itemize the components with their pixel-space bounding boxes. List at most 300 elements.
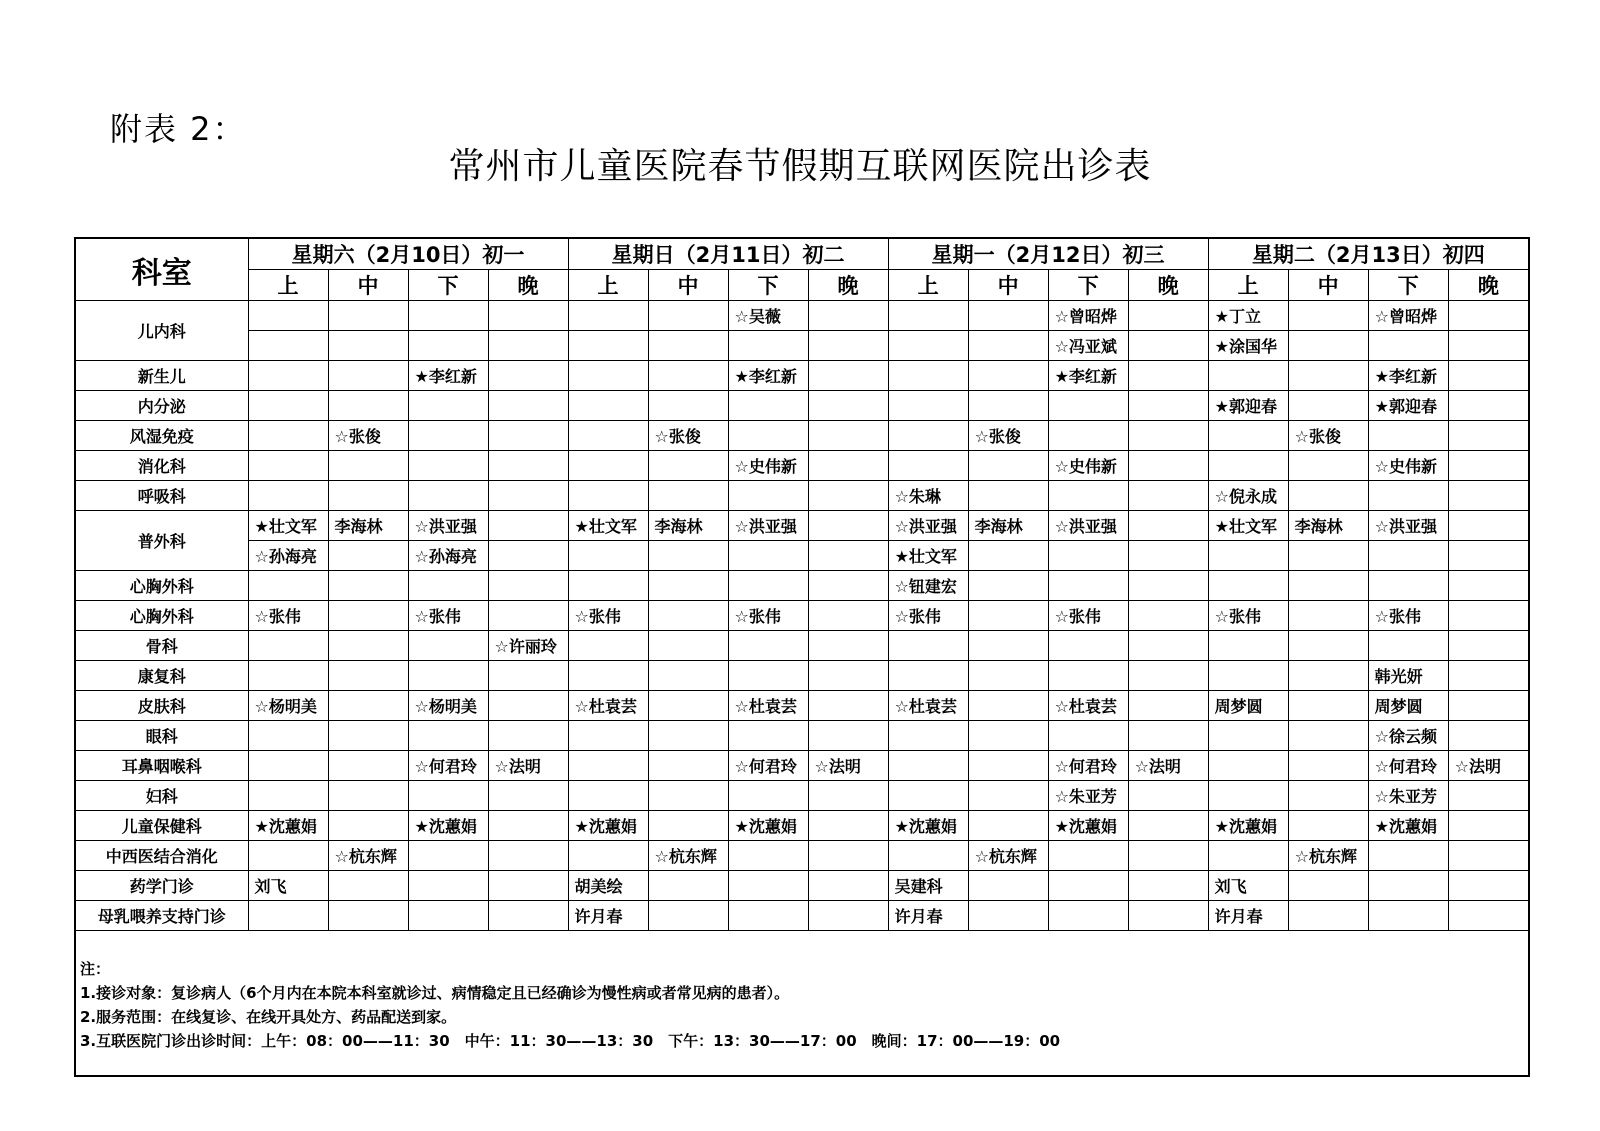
note-line-3: 3.互联医院门诊出诊时间：上午：08：00——11：30 中午：11：30——13：30 下午：13：30——17：00 晚间：17：00——19：00 (80, 1032, 1061, 1050)
schedule-cell: ☆倪永成 (1208, 481, 1288, 511)
schedule-cell (968, 721, 1048, 751)
schedule-cell (1448, 571, 1528, 601)
schedule-cell (968, 661, 1048, 691)
schedule-cell (408, 571, 488, 601)
schedule-cell (1128, 451, 1208, 481)
table-row (76, 481, 1528, 511)
schedule-cell (648, 391, 728, 421)
schedule-cell (648, 871, 728, 901)
schedule-cell (648, 811, 728, 841)
schedule-cell (968, 901, 1048, 931)
table-row (76, 361, 1528, 391)
schedule-cell: ★丁立 (1208, 301, 1288, 331)
schedule-cell (1048, 541, 1128, 571)
schedule-cell (888, 361, 968, 391)
schedule-cell (728, 481, 808, 511)
schedule-cell (648, 451, 728, 481)
period-header: 下 (1368, 270, 1448, 301)
schedule-cell (1448, 631, 1528, 661)
schedule-cell (488, 811, 568, 841)
schedule-cell: ☆朱亚芳 (1048, 781, 1128, 811)
schedule-cell (248, 631, 328, 661)
schedule-cell (568, 841, 648, 871)
schedule-cell (488, 481, 568, 511)
schedule-cell: 许月春 (888, 901, 968, 931)
schedule-cell: ☆洪亚强 (728, 511, 808, 541)
schedule-cell: ☆杜袁芸 (568, 691, 648, 721)
schedule-cell (648, 751, 728, 781)
schedule-cell (1048, 871, 1128, 901)
dept-column-header: 科室 (76, 239, 248, 301)
table-row (76, 421, 1528, 451)
schedule-cell (728, 871, 808, 901)
schedule-cell (1128, 781, 1208, 811)
period-header: 晚 (1128, 270, 1208, 301)
schedule-cell: 刘飞 (1208, 871, 1288, 901)
day-header: 星期日（2月11日）初二 (568, 239, 888, 270)
schedule-cell: ☆杨明美 (408, 691, 488, 721)
schedule-cell (568, 781, 648, 811)
schedule-cell (1208, 451, 1288, 481)
schedule-cell: 刘飞 (248, 871, 328, 901)
schedule-cell (1128, 541, 1208, 571)
schedule-cell (328, 301, 408, 331)
schedule-cell (728, 421, 808, 451)
schedule-cell (1448, 901, 1528, 931)
schedule-cell (488, 781, 568, 811)
table-row (76, 301, 1528, 331)
schedule-cell (1368, 901, 1448, 931)
schedule-cell (888, 421, 968, 451)
schedule-cell (488, 421, 568, 451)
schedule-cell (1288, 691, 1368, 721)
schedule-cell (568, 331, 648, 361)
schedule-cell (328, 391, 408, 421)
schedule-cell: ☆史伟新 (1048, 451, 1128, 481)
schedule-cell (328, 721, 408, 751)
dept-name-cell: 母乳喂养支持门诊 (76, 901, 248, 931)
schedule-cell (648, 901, 728, 931)
notes-section (76, 951, 1532, 1053)
schedule-cell (408, 721, 488, 751)
schedule-cell: 胡美绘 (568, 871, 648, 901)
schedule-cell (1048, 631, 1128, 661)
schedule-cell (968, 871, 1048, 901)
schedule-cell (1208, 631, 1288, 661)
schedule-cell: ☆洪亚强 (1048, 511, 1128, 541)
period-header: 上 (1208, 270, 1288, 301)
schedule-cell: 李海林 (968, 511, 1048, 541)
schedule-cell: ☆冯亚斌 (1048, 331, 1128, 361)
schedule-cell (648, 571, 728, 601)
schedule-cell (968, 631, 1048, 661)
schedule-cell (648, 481, 728, 511)
schedule-cell: ☆杨明美 (248, 691, 328, 721)
period-header: 下 (728, 270, 808, 301)
schedule-cell (1448, 451, 1528, 481)
schedule-cell (728, 541, 808, 571)
schedule-cell (248, 301, 328, 331)
schedule-cell (968, 811, 1048, 841)
schedule-cell: ☆张伟 (248, 601, 328, 631)
schedule-cell (1288, 481, 1368, 511)
schedule-cell: ☆张伟 (728, 601, 808, 631)
schedule-cell (648, 331, 728, 361)
schedule-cell: ☆张伟 (568, 601, 648, 631)
schedule-cell (408, 661, 488, 691)
schedule-cell (328, 781, 408, 811)
dept-name-cell: 呼吸科 (76, 481, 248, 511)
schedule-cell (328, 571, 408, 601)
schedule-cell (568, 631, 648, 661)
schedule-cell: ★壮文军 (1208, 511, 1288, 541)
schedule-cell (248, 451, 328, 481)
schedule-cell (808, 811, 888, 841)
schedule-cell (248, 721, 328, 751)
schedule-cell: ☆洪亚强 (888, 511, 968, 541)
schedule-cell (408, 421, 488, 451)
schedule-cell (1448, 871, 1528, 901)
schedule-cell (728, 721, 808, 751)
schedule-cell (1448, 541, 1528, 571)
document-title: 常州市儿童医院春节假期互联网医院出诊表 (448, 146, 1152, 187)
schedule-cell: ★郭迎春 (1208, 391, 1288, 421)
schedule-cell (1128, 391, 1208, 421)
schedule-cell (248, 661, 328, 691)
schedule-cell (408, 451, 488, 481)
schedule-cell: ★沈蕙娟 (568, 811, 648, 841)
dept-name-cell: 内分泌 (76, 391, 248, 421)
table-row (76, 601, 1528, 631)
schedule-cell (408, 301, 488, 331)
period-header: 中 (968, 270, 1048, 301)
schedule-cell (408, 871, 488, 901)
schedule-cell (248, 751, 328, 781)
schedule-cell: ★沈蕙娟 (888, 811, 968, 841)
notes-heading: 注： (80, 960, 111, 978)
table-row (76, 331, 1528, 361)
schedule-cell (1448, 481, 1528, 511)
schedule-cell: ★壮文军 (248, 511, 328, 541)
schedule-cell (648, 631, 728, 661)
schedule-cell (1288, 661, 1368, 691)
schedule-cell (1368, 541, 1448, 571)
schedule-cell: ☆杭东辉 (1288, 841, 1368, 871)
schedule-cell (648, 721, 728, 751)
schedule-cell (328, 901, 408, 931)
schedule-cell (328, 661, 408, 691)
schedule-cell (1128, 871, 1208, 901)
period-header: 晚 (808, 270, 888, 301)
schedule-cell: ☆张俊 (968, 421, 1048, 451)
schedule-cell (648, 781, 728, 811)
schedule-cell (968, 691, 1048, 721)
schedule-cell (968, 571, 1048, 601)
schedule-cell (1208, 361, 1288, 391)
schedule-cell (568, 391, 648, 421)
schedule-cell (1128, 721, 1208, 751)
period-header: 上 (248, 270, 328, 301)
schedule-cell (1128, 421, 1208, 451)
table-row (76, 811, 1528, 841)
schedule-cell (1448, 601, 1528, 631)
schedule-cell (1048, 421, 1128, 451)
schedule-cell: 吴建科 (888, 871, 968, 901)
schedule-cell (808, 541, 888, 571)
schedule-cell (328, 451, 408, 481)
schedule-cell (728, 781, 808, 811)
schedule-cell (1448, 421, 1528, 451)
schedule-cell (728, 901, 808, 931)
schedule-cell (1448, 691, 1528, 721)
table-row (76, 571, 1528, 601)
schedule-cell (1288, 331, 1368, 361)
schedule-cell (1128, 631, 1208, 661)
dept-name-cell: 风湿免疫 (76, 421, 248, 451)
schedule-cell (488, 901, 568, 931)
table-row (76, 781, 1528, 811)
schedule-cell (488, 511, 568, 541)
schedule-cell (568, 421, 648, 451)
schedule-cell (968, 451, 1048, 481)
schedule-cell (1448, 301, 1528, 331)
schedule-cell (968, 601, 1048, 631)
day-header: 星期一（2月12日）初三 (888, 239, 1208, 270)
schedule-cell (1448, 721, 1528, 751)
schedule-cell: ☆张伟 (1048, 601, 1128, 631)
schedule-cell (1288, 361, 1368, 391)
schedule-cell (1048, 481, 1128, 511)
schedule-cell (488, 301, 568, 331)
table-row (76, 751, 1528, 781)
schedule-cell (1128, 841, 1208, 871)
schedule-cell: ☆朱亚芳 (1368, 781, 1448, 811)
schedule-cell: ☆曾昭烨 (1048, 301, 1128, 331)
table-row (76, 631, 1528, 661)
schedule-cell: ★沈蕙娟 (1368, 811, 1448, 841)
schedule-cell (488, 571, 568, 601)
schedule-cell: ★李红新 (728, 361, 808, 391)
schedule-cell: ☆法明 (1128, 751, 1208, 781)
schedule-cell (248, 391, 328, 421)
schedule-cell: 许月春 (1208, 901, 1288, 931)
period-header: 晚 (1448, 270, 1528, 301)
schedule-cell: ☆钮建宏 (888, 571, 968, 601)
schedule-cell (728, 391, 808, 421)
schedule-cell: ☆洪亚强 (408, 511, 488, 541)
schedule-cell (888, 721, 968, 751)
schedule-cell (328, 481, 408, 511)
schedule-cell: 李海林 (1288, 511, 1368, 541)
schedule-cell: 周梦圆 (1368, 691, 1448, 721)
schedule-cell: ☆史伟新 (1368, 451, 1448, 481)
schedule-cell (808, 871, 888, 901)
schedule-cell (328, 871, 408, 901)
dept-name-cell: 新生儿 (76, 361, 248, 391)
schedule-cell (408, 631, 488, 661)
dept-name-cell: 消化科 (76, 451, 248, 481)
schedule-cell: 韩光妍 (1368, 661, 1448, 691)
schedule-cell (488, 691, 568, 721)
schedule-cell (1128, 571, 1208, 601)
schedule-cell (888, 391, 968, 421)
schedule-cell (488, 391, 568, 421)
schedule-cell (1448, 331, 1528, 361)
schedule-cell (1288, 601, 1368, 631)
schedule-cell (1448, 661, 1528, 691)
schedule-cell (248, 781, 328, 811)
schedule-cell (1368, 631, 1448, 661)
schedule-cell (1128, 601, 1208, 631)
schedule-cell (408, 781, 488, 811)
schedule-cell (248, 901, 328, 931)
schedule-cell: ☆孙海亮 (408, 541, 488, 571)
schedule-cell: ☆洪亚强 (1368, 511, 1448, 541)
schedule-cell (808, 361, 888, 391)
schedule-cell (1368, 841, 1448, 871)
dept-name-cell: 儿内科 (76, 301, 248, 361)
schedule-cell: ☆法明 (808, 751, 888, 781)
schedule-cell (1208, 571, 1288, 601)
schedule-cell: ★李红新 (408, 361, 488, 391)
schedule-cell (568, 361, 648, 391)
schedule-cell: ☆张俊 (328, 421, 408, 451)
schedule-cell: ☆徐云频 (1368, 721, 1448, 751)
schedule-cell: ☆杭东辉 (328, 841, 408, 871)
schedule-cell (1288, 871, 1368, 901)
schedule-cell (1048, 571, 1128, 601)
schedule-cell (1448, 811, 1528, 841)
schedule-cell (1208, 841, 1288, 871)
schedule-cell (568, 721, 648, 751)
schedule-cell (488, 601, 568, 631)
table-row (76, 721, 1528, 751)
schedule-cell (1368, 421, 1448, 451)
schedule-cell: ☆朱琳 (888, 481, 968, 511)
schedule-cell (1048, 721, 1128, 751)
period-header: 晚 (488, 270, 568, 301)
schedule-cell (488, 451, 568, 481)
schedule-cell (888, 781, 968, 811)
schedule-cell: ☆孙海亮 (248, 541, 328, 571)
schedule-cell (1368, 871, 1448, 901)
dept-name-cell: 骨科 (76, 631, 248, 661)
schedule-cell (1208, 751, 1288, 781)
schedule-cell (808, 301, 888, 331)
schedule-cell (968, 481, 1048, 511)
schedule-cell (488, 331, 568, 361)
schedule-cell (888, 631, 968, 661)
schedule-cell: 周梦圆 (1208, 691, 1288, 721)
schedule-cell (1208, 781, 1288, 811)
schedule-cell (328, 811, 408, 841)
schedule-cell (248, 481, 328, 511)
schedule-cell (1288, 751, 1368, 781)
schedule-cell: ★沈蕙娟 (408, 811, 488, 841)
schedule-cell (1208, 721, 1288, 751)
schedule-cell: ★李红新 (1368, 361, 1448, 391)
schedule-cell (1288, 541, 1368, 571)
schedule-cell (1288, 391, 1368, 421)
schedule-cell (568, 751, 648, 781)
schedule-cell (1448, 391, 1528, 421)
note-line-1: 1.接诊对象：复诊病人（6个月内在本院本科室就诊过、病情稳定且已经确诊为慢性病或者常见病的患者）。 (80, 984, 790, 1002)
schedule-cell (1128, 481, 1208, 511)
attachment-label: 附表 2： (110, 110, 247, 148)
schedule-table-frame (74, 237, 1530, 1077)
schedule-cell: ☆何君玲 (1368, 751, 1448, 781)
schedule-cell (408, 481, 488, 511)
schedule-cell (888, 751, 968, 781)
schedule-cell: ★沈蕙娟 (728, 811, 808, 841)
schedule-cell (1288, 451, 1368, 481)
schedule-cell (568, 451, 648, 481)
note-line-2: 2.服务范围：在线复诊、在线开具处方、药品配送到家。 (80, 1008, 457, 1026)
schedule-cell (1448, 841, 1528, 871)
schedule-cell (1288, 301, 1368, 331)
schedule-cell (808, 841, 888, 871)
dept-name-cell: 妇科 (76, 781, 248, 811)
schedule-cell (568, 301, 648, 331)
schedule-cell (248, 571, 328, 601)
schedule-cell (1128, 811, 1208, 841)
schedule-cell (328, 601, 408, 631)
schedule-cell: 李海林 (648, 511, 728, 541)
schedule-cell: ☆杭东辉 (968, 841, 1048, 871)
schedule-cell: ☆曾昭烨 (1368, 301, 1448, 331)
schedule-cell (248, 361, 328, 391)
schedule-cell (968, 301, 1048, 331)
table-row (76, 511, 1528, 541)
schedule-cell (248, 331, 328, 361)
table-row (76, 541, 1528, 571)
day-header: 星期六（2月10日）初一 (248, 239, 568, 270)
schedule-cell (488, 841, 568, 871)
schedule-cell: ★沈蕙娟 (1048, 811, 1128, 841)
schedule-cell (968, 751, 1048, 781)
schedule-cell (648, 301, 728, 331)
schedule-cell: ☆张伟 (1208, 601, 1288, 631)
schedule-cell: ☆杜袁芸 (888, 691, 968, 721)
schedule-cell (648, 661, 728, 691)
schedule-cell: ☆何君玲 (728, 751, 808, 781)
period-header: 上 (888, 270, 968, 301)
dept-name-cell: 心胸外科 (76, 601, 248, 631)
schedule-cell (488, 361, 568, 391)
schedule-cell (488, 541, 568, 571)
schedule-cell: ★涂国华 (1208, 331, 1288, 361)
schedule-cell (808, 331, 888, 361)
schedule-cell: ★壮文军 (568, 511, 648, 541)
schedule-cell (1448, 511, 1528, 541)
schedule-cell (968, 361, 1048, 391)
schedule-cell (328, 691, 408, 721)
schedule-cell (1208, 541, 1288, 571)
schedule-cell (408, 331, 488, 361)
schedule-cell (328, 541, 408, 571)
schedule-cell: ★沈蕙娟 (248, 811, 328, 841)
schedule-cell: ☆张伟 (888, 601, 968, 631)
schedule-cell (808, 571, 888, 601)
schedule-cell: ☆张俊 (1288, 421, 1368, 451)
dept-name-cell: 儿童保健科 (76, 811, 248, 841)
schedule-cell (568, 481, 648, 511)
schedule-cell (728, 661, 808, 691)
schedule-cell: ☆杭东辉 (648, 841, 728, 871)
schedule-cell (968, 541, 1048, 571)
table-row (76, 661, 1528, 691)
schedule-cell (1288, 811, 1368, 841)
